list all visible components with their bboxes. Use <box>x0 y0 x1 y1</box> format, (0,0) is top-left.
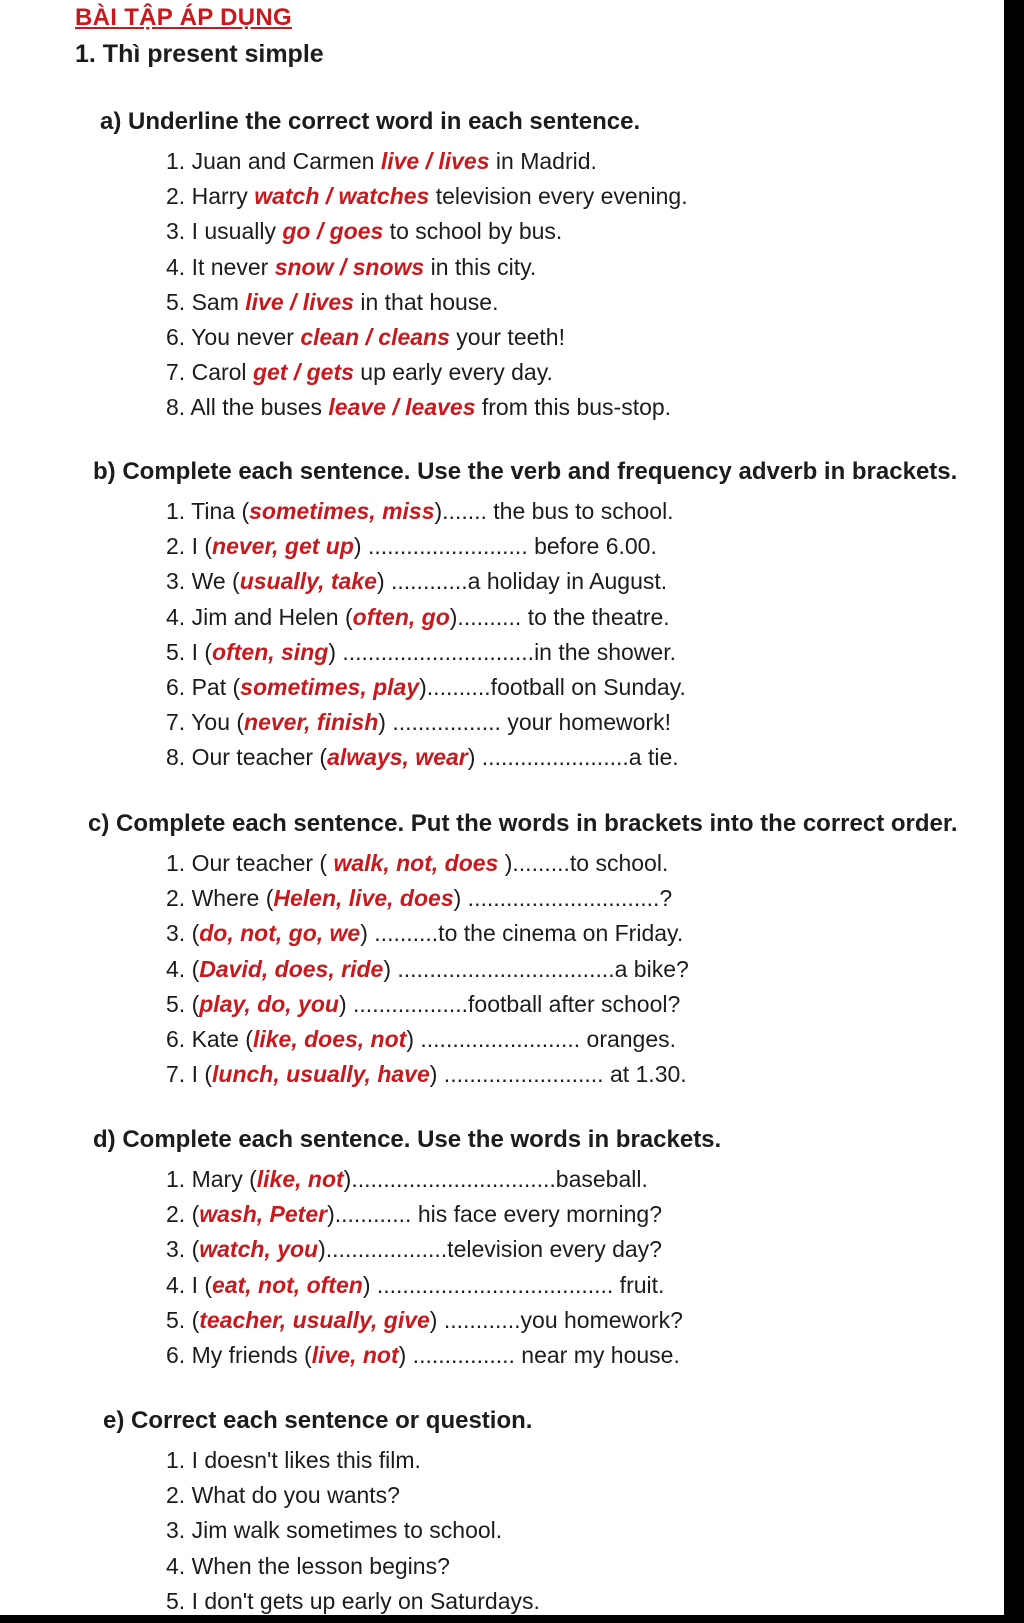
item-number: 5. <box>166 1587 186 1614</box>
item-text-before: Tina ( <box>191 498 250 524</box>
item-keywords: live, not <box>311 1341 399 1368</box>
exercise-item <box>166 740 686 775</box>
item-number: 1. <box>166 1447 186 1473</box>
item-keywords: watch / watches <box>254 183 430 210</box>
exercise-item <box>166 179 688 214</box>
item-text-before: ( <box>191 920 200 947</box>
item-text-before: Juan and Carmen <box>191 148 381 174</box>
item-number: 3. <box>166 218 186 245</box>
item-text-after: ) ..............................? <box>453 885 673 912</box>
item-text-before: ( <box>191 1201 200 1228</box>
item-text-after: in this city. <box>424 253 537 280</box>
item-keywords: snow / snows <box>274 253 425 280</box>
item-number: 3. <box>166 1517 186 1544</box>
item-text-after: )..........football on Sunday. <box>419 673 686 700</box>
item-number: 6. <box>166 1025 186 1052</box>
exercise-item <box>166 670 686 705</box>
item-text-before: I don't gets up early on Saturdays. <box>191 1587 540 1614</box>
item-keywords: like, not <box>256 1166 344 1192</box>
item-keywords: watch, you <box>199 1236 319 1263</box>
item-text-before: I ( <box>191 1061 213 1088</box>
item-text-before: Where ( <box>191 885 274 912</box>
item-text-before: I usually <box>191 218 283 245</box>
item-number: 6. <box>166 323 186 350</box>
exercise-item <box>166 600 686 635</box>
item-number: 8. <box>166 394 186 421</box>
item-number: 6. <box>166 1341 186 1368</box>
item-keywords: teacher, usually, give <box>199 1306 430 1333</box>
exercise-item <box>166 705 686 740</box>
exercise-item <box>166 390 688 425</box>
item-keywords: get / gets <box>252 359 354 386</box>
item-keywords: like, does, not <box>252 1025 407 1052</box>
item-text-after: ) .......................a tie. <box>467 744 679 771</box>
item-list <box>166 494 686 776</box>
exercise-item <box>166 1197 683 1232</box>
item-text-before: What do you wants? <box>191 1482 400 1509</box>
item-text-before: You never <box>191 323 301 350</box>
exercise-item <box>166 987 689 1022</box>
exercise-item <box>166 494 686 529</box>
item-keywords: always, wear <box>327 744 468 771</box>
item-text-before: Kate ( <box>191 1025 253 1052</box>
item-text-before: Our teacher ( <box>191 850 328 876</box>
item-text-before: Carol <box>191 359 253 386</box>
item-number: 1. <box>166 850 186 876</box>
item-number: 3. <box>166 920 186 947</box>
item-number: 4. <box>166 1552 186 1579</box>
item-number: 6. <box>166 673 186 700</box>
worksheet-title: BÀI TẬP ÁP DỤNG <box>75 4 292 31</box>
item-text-before: It never <box>191 253 275 280</box>
item-keywords: Helen, live, does <box>273 885 454 912</box>
exercise-item <box>166 250 688 285</box>
section-heading: a) Underline the correct word in each sentence. <box>100 108 641 135</box>
exercise-item <box>166 1268 683 1303</box>
item-text-after: ).......... to the theatre. <box>449 603 670 630</box>
item-text-after: )................................baseball. <box>343 1166 648 1192</box>
item-text-after: television every evening. <box>429 183 688 210</box>
item-keywords: walk, not, does <box>327 850 505 876</box>
item-text-after: ) ......................... oranges. <box>406 1025 677 1052</box>
item-keywords: never, get up <box>212 533 354 560</box>
item-text-after: ) ..............................in the shower. <box>328 638 676 665</box>
item-number: 4. <box>166 955 186 982</box>
item-list <box>166 144 688 426</box>
item-number: 3. <box>166 1236 186 1263</box>
item-keywords: usually, take <box>239 568 377 595</box>
item-text-before: Pat ( <box>191 673 241 700</box>
item-text-after: ) ............a holiday in August. <box>376 568 668 595</box>
item-text-before: ( <box>191 1306 200 1333</box>
item-text-before: You ( <box>191 709 245 736</box>
exercise-item <box>166 1513 540 1548</box>
item-text-before: My friends ( <box>191 1341 312 1368</box>
item-number: 3. <box>166 568 186 595</box>
item-number: 2. <box>166 1201 186 1228</box>
item-number: 1. <box>166 498 186 524</box>
item-keywords: go / goes <box>282 218 384 245</box>
exercise-item <box>166 1232 683 1267</box>
exercise-item <box>166 881 689 916</box>
item-text-after: to school by bus. <box>383 218 563 245</box>
item-text-after: in Madrid. <box>489 148 597 174</box>
exercise-item <box>166 1584 540 1619</box>
item-text-after: ) ................ near my house. <box>398 1341 680 1368</box>
exercise-item <box>166 952 689 987</box>
item-keywords: do, not, go, we <box>199 920 361 947</box>
item-text-before: Harry <box>191 183 255 210</box>
item-text-after: ) ......................... before 6.00. <box>353 533 657 560</box>
exercise-item <box>166 144 688 179</box>
item-keywords: play, do, you <box>199 990 339 1017</box>
item-number: 4. <box>166 603 186 630</box>
section-heading: b) Complete each sentence. Use the verb and frequency adverb in brackets. <box>93 458 958 485</box>
item-text-after: ).........to school. <box>504 850 669 876</box>
item-list <box>166 846 689 1092</box>
item-keywords: live / lives <box>245 288 354 315</box>
item-keywords: sometimes, miss <box>249 498 435 524</box>
item-list <box>166 1443 540 1619</box>
item-text-after: ) ............you homework? <box>429 1306 683 1333</box>
exercise-item <box>166 214 688 249</box>
exercise-item <box>166 1057 689 1092</box>
section-heading: c) Complete each sentence. Put the words in brackets into the correct order. <box>88 810 958 837</box>
item-number: 1. <box>166 148 186 174</box>
item-number: 5. <box>166 1306 186 1333</box>
item-text-after: ) ..........to the cinema on Friday. <box>360 920 684 947</box>
item-list <box>166 1162 683 1373</box>
item-number: 7. <box>166 1061 186 1088</box>
item-keywords: often, go <box>352 603 450 630</box>
item-number: 2. <box>166 533 186 560</box>
item-text-before: ( <box>191 1236 200 1263</box>
item-text-after: in that house. <box>353 288 499 315</box>
exercise-item <box>166 1443 540 1478</box>
item-text-after: your teeth! <box>449 323 565 350</box>
exercise-item <box>166 285 688 320</box>
item-number: 5. <box>166 990 186 1017</box>
worksheet-subtitle: 1. Thì present simple <box>75 40 324 68</box>
item-keywords: live / lives <box>380 148 490 174</box>
exercise-item <box>166 564 686 599</box>
item-text-before: ( <box>191 990 200 1017</box>
exercise-item <box>166 529 686 564</box>
item-keywords: wash, Peter <box>199 1201 328 1228</box>
item-keywords: David, does, ride <box>199 955 384 982</box>
item-text-before: Jim walk sometimes to school. <box>191 1517 503 1544</box>
item-keywords: leave / leaves <box>328 394 476 421</box>
item-text-after: )...................television every day? <box>318 1236 662 1263</box>
exercise-item <box>166 635 686 670</box>
item-keywords: often, sing <box>212 638 329 665</box>
item-text-before: All the buses <box>190 394 329 421</box>
item-number: 5. <box>166 288 186 315</box>
item-text-before: Our teacher ( <box>191 744 328 771</box>
exercise-item <box>166 1549 540 1584</box>
item-number: 2. <box>166 885 186 912</box>
item-text-before: ( <box>191 955 200 982</box>
item-keywords: sometimes, play <box>240 673 420 700</box>
item-text-before: We ( <box>191 568 240 595</box>
item-number: 2. <box>166 183 186 210</box>
item-text-after: ) ..................football after school? <box>338 990 681 1017</box>
item-number: 8. <box>166 744 186 771</box>
item-number: 7. <box>166 709 186 736</box>
section-heading: d) Complete each sentence. Use the words in brackets. <box>93 1126 722 1153</box>
item-text-before: Mary ( <box>191 1166 257 1192</box>
item-keywords: never, finish <box>244 709 379 736</box>
exercise-item <box>166 1478 540 1513</box>
item-number: 2. <box>166 1482 186 1509</box>
item-text-after: )....... the bus to school. <box>434 498 674 524</box>
item-number: 7. <box>166 359 186 386</box>
section-heading: e) Correct each sentence or question. <box>103 1407 533 1434</box>
item-text-after: ) ......................... at 1.30. <box>429 1061 687 1088</box>
item-text-after: ) ................. your homework! <box>378 709 671 736</box>
item-text-before: When the lesson begins? <box>191 1552 450 1579</box>
item-text-after: from this bus-stop. <box>475 394 672 421</box>
exercise-item <box>166 1303 683 1338</box>
item-number: 5. <box>166 638 186 665</box>
item-text-before: I ( <box>191 533 213 560</box>
exercise-item <box>166 1162 683 1197</box>
item-number: 1. <box>166 1166 186 1192</box>
item-keywords: lunch, usually, have <box>212 1061 430 1088</box>
item-keywords: eat, not, often <box>212 1271 363 1298</box>
exercise-item <box>166 846 689 881</box>
item-text-after: ) ..................................a bike? <box>383 955 689 982</box>
item-text-before: I doesn't likes this film. <box>191 1447 421 1473</box>
item-text-after: up early every day. <box>353 359 553 386</box>
item-text-before: I ( <box>191 638 213 665</box>
exercise-item <box>166 355 688 390</box>
item-keywords: clean / cleans <box>300 323 450 350</box>
item-text-before: Sam <box>191 288 246 315</box>
item-text-after: ) ..................................... fruit. <box>362 1271 665 1298</box>
item-text-before: Jim and Helen ( <box>191 603 353 630</box>
item-text-before: I ( <box>191 1271 213 1298</box>
item-number: 4. <box>166 1271 186 1298</box>
exercise-item <box>166 1022 689 1057</box>
exercise-item <box>166 916 689 951</box>
item-number: 4. <box>166 253 186 280</box>
exercise-item <box>166 320 688 355</box>
exercise-item <box>166 1338 683 1373</box>
item-text-after: )............ his face every morning? <box>327 1201 662 1228</box>
